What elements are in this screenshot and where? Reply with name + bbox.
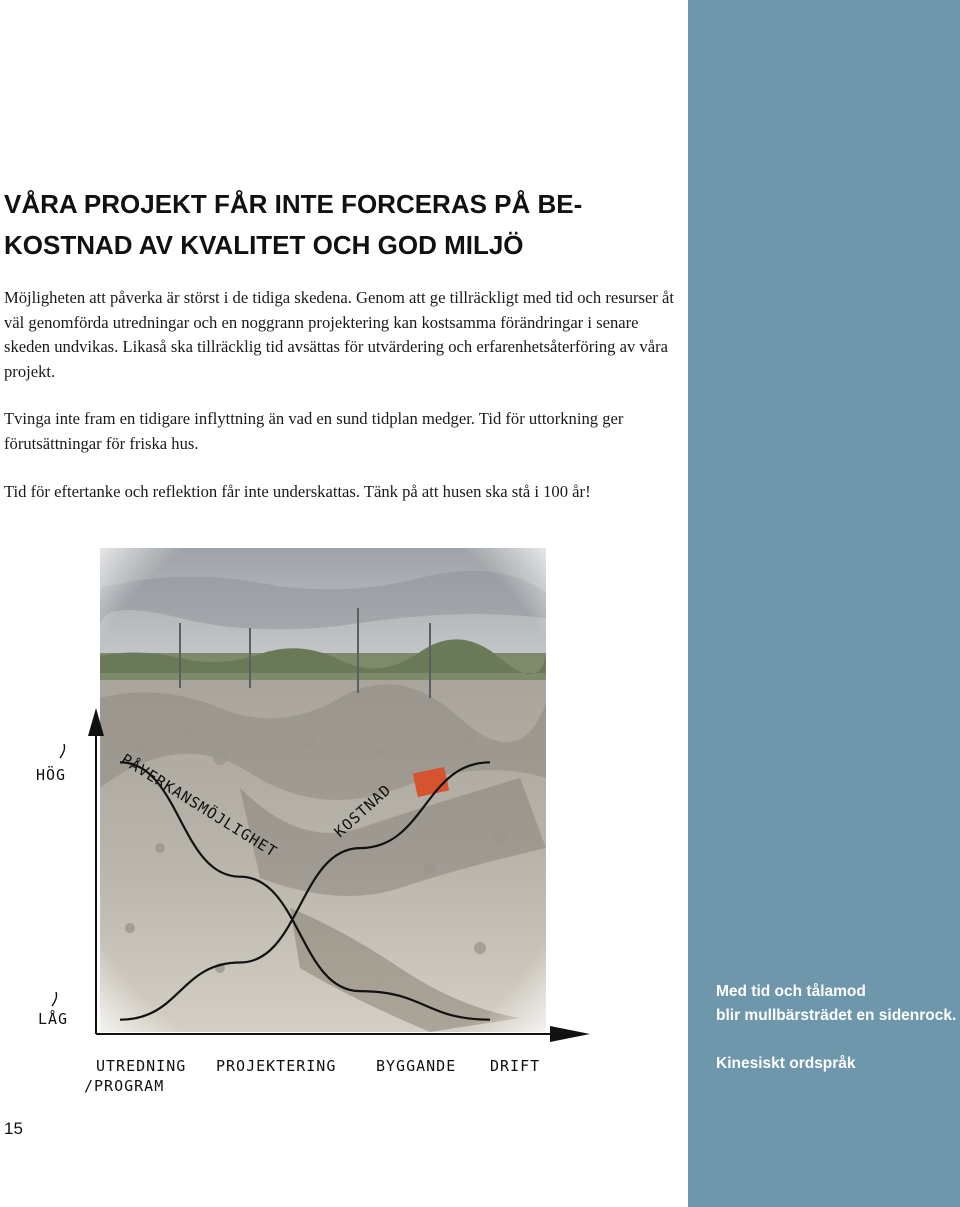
x-axis-arrow — [550, 1026, 590, 1042]
paragraph-2: Tvinga inte fram en tidigare inflyttning än vad en sund tidplan medger. Tid för uttorkning ger förutsättningar för friska hus. — [4, 409, 624, 453]
phase-label-drift: DRIFT — [490, 1057, 541, 1075]
y-label-high: HÖG — [36, 766, 67, 784]
curve-label-cost: KOSTNAD — [330, 780, 395, 841]
heading-line-1: VÅRA PROJEKT FÅR INTE FORCERAS PÅ BE- — [4, 189, 583, 219]
paragraph-1: Möjligheten att påverka är störst i de tidiga skedena. Genom att ge tillräckligt med tid och resurser åt väl genomförda utredningar och en noggrann projektering kan kostsamma förändringar i senare skeden undvikas. Likaså ska tillräcklig tid avsättas för utvärdering och erfarenhetsåterföring av våra projekt. — [4, 288, 674, 381]
y-tick-high — [60, 744, 65, 758]
quote-attribution: Kinesiskt ordspråk — [716, 1055, 856, 1072]
heading-line-2: KOSTNAD AV KVALITET OCH GOD MILJÖ — [4, 230, 524, 260]
phase-label-byggande: BYGGANDE — [376, 1057, 457, 1075]
y-tick-low — [52, 992, 57, 1006]
quote-line-1: Med tid och tålamod — [716, 983, 866, 1000]
page-number: 15 — [4, 1119, 23, 1138]
influence-cost-diagram — [0, 690, 688, 1110]
y-label-low: LÅG — [38, 1010, 69, 1028]
curve-label-influence: PÅVERKANSMÖJLIGHET — [117, 750, 281, 862]
paragraph-3: Tid för eftertanke och reflektion får inte underskattas. Tänk på att husen ska stå i 100 år! — [4, 482, 591, 501]
quote-line-2: blir mullbärsträdet en sidenrock. — [716, 1007, 957, 1024]
phase-label-utredning: UTREDNING — [96, 1057, 187, 1075]
sidebar-quote — [716, 980, 960, 1076]
phase-label-projektering: PROJEKTERING — [216, 1057, 337, 1075]
page-heading — [4, 184, 644, 266]
y-axis-arrow — [88, 708, 104, 736]
phase-label-program: /PROGRAM — [84, 1077, 165, 1095]
